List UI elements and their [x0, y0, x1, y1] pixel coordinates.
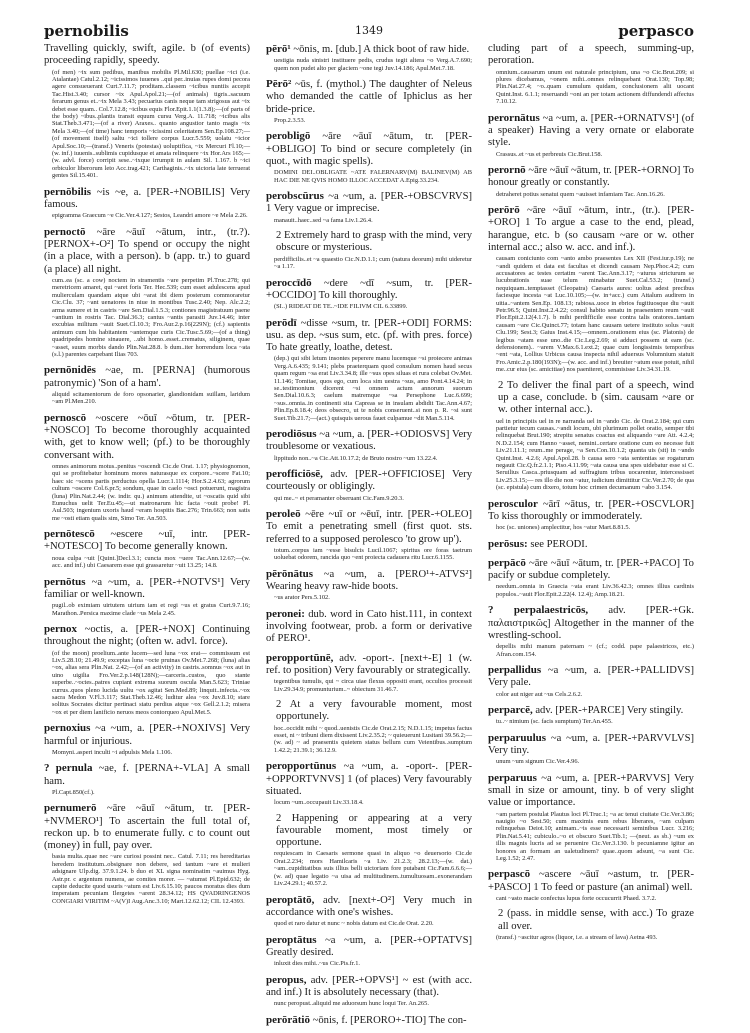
entry-grammar: adv. [PER-+Gk. παλαιστρικῶς] [488, 605, 694, 629]
entry-citations: quod et raro datur et nunc ~ nobis datum est Cic.de Orat. 2.20. [274, 920, 434, 928]
entry-citations: nunc peropust..aliquid me aduorsum hunc loqui Ter. An.265. [274, 1000, 429, 1008]
entry-grammar: ~ae, m. [PERNA] [105, 365, 195, 377]
dictionary-entry [266, 277, 472, 311]
entry-grammar: ~āre ~āuī ~ātum, tr. [PER-+PACO] [528, 557, 681, 569]
entry-definition-line [488, 538, 694, 551]
entry-definition-line [266, 317, 472, 355]
entry-citations: hoc..occidit mihi ~ quod..uenistis Cic.de Orat.2.15; N.D.1.15; impetus factus esset, ni ~ tribuni diem dixissent Liv.2.35.2; ~ quieuerunt Lusitani 39.56.2;—(w. ad) ~ ad praesentis quietem status bellum cum Veientibus..sumptum 1.42.2; 21.39.1; 36.12.9. [274, 724, 472, 754]
entry-grammar: ~is ~e, a. [PER-+NOBILIS] [96, 186, 225, 198]
entry-definition: Very harmful or injurious. [44, 723, 250, 747]
entry-definition: Very small in size or amount, tiny. b of very slight value or importance. [488, 772, 694, 809]
entry-definition-line [266, 277, 472, 303]
entry-citations: uestigia nuda sinistri instituere pedis, crudus tegit altera ~o Verg.A.7.690; quem non pudet alto per glaciem ~one tegi Juv.14.186; Apul.Met.7.18. [274, 57, 472, 72]
entry-definition: (humorous patronymic) 'Son of a ham'. [44, 365, 250, 389]
entry-citations: qui me..~ et peramanter obseruant Cic.Fam.9.20.3. [274, 494, 404, 502]
entry-citations: pugil..ob eximiam uirtutem uirium iam et regi ~us et gratus Curt.9.7.16; Marathon..Persica maxime clade ~us Mela 2.45. [52, 602, 250, 617]
entry-grammar: ~a ~um, a. [PER-+PARVVS] [541, 772, 670, 784]
entry-grammar: ~a ~um, a. [PERO¹+-ATVS²] [323, 568, 472, 580]
entry-grammar: ~a ~um, a. [PER-+OPTATVS] [325, 934, 472, 946]
dictionary-entry [44, 364, 250, 405]
entry-definition-line [488, 498, 694, 524]
entry-definition-line [266, 1014, 472, 1027]
entry-citations: hoc (sc. uniones) amplectitur, hos ~atur Mart.8.81.5. [496, 524, 631, 532]
entry-definition-line [44, 528, 250, 554]
dictionary-entry [266, 813, 472, 888]
dictionary-entry [44, 43, 250, 180]
dictionary-entry [266, 78, 472, 124]
entry-grammar: ~ōnis, m. [dub.] [293, 44, 362, 55]
entry-citations: locum ~um..occupauit Liv.33.18.4. [274, 799, 364, 807]
entry-grammar: ~āre ~āuī ~ātum, tr. [PER-+NVMERO¹] [44, 803, 250, 827]
dictionary-entry [44, 412, 250, 522]
entry-definition: Continuing throughout the night; (often w. advl. force). [44, 624, 250, 648]
entry-definition-line [488, 704, 694, 717]
entry-definition: Very familiar or well-known. [44, 576, 251, 600]
dictionary-entry [488, 204, 694, 374]
entry-definition: 2 (pass. in middle sense, with acc.) To graze all over. [498, 908, 694, 932]
entry-citations: totum..corpus iam ~esse bisulcis Lucil.1067; spiritus ore foras taetrum uoluebat odorem, rancida quo ~ent proiecta cadauera ritu Lucr.6.1155. [274, 546, 472, 562]
entry-grammar: ~ascere ~āuī ~astum, tr. [PER-+PASCO] [488, 869, 694, 893]
dictionary-entry [266, 428, 472, 462]
entry-definition-line [266, 43, 472, 56]
entry-definition-line [266, 508, 472, 546]
entry-citations: ~us arator Pers.5.102. [274, 594, 330, 602]
entry-headword: peroccīdō [266, 276, 312, 289]
entry-grammar: ~ae, f. [PERNA+-VLA] [98, 763, 209, 775]
dictionary-entry [44, 802, 250, 905]
dictionary-entry [266, 468, 472, 502]
entry-definition-line [488, 43, 694, 68]
entry-grammar: ~a ~um, a. -oport-. [PER-+OPPORTVNVS] [266, 761, 472, 785]
page-number: 1349 [355, 24, 383, 37]
entry-definition: dub. word in Cato hist.111, in context involving footwear, prob. a form or derivative of PERO¹. [266, 608, 472, 645]
entry-grammar: ~ārī ~ātus, tr. [PER-+OSCVLOR] [542, 498, 695, 510]
column-2 [266, 43, 472, 1033]
entry-headword: pernox [44, 623, 77, 635]
entry-definition: 1 (of places) Very favourably situated. [266, 773, 472, 797]
entry-definition: To kiss thoroughly or immoderately. [488, 510, 643, 522]
entry-definition: cluding part of a speech, summing-up, peroration. [488, 43, 694, 67]
entry-definition-line [266, 934, 472, 960]
entry-citations: perdifficilis..et ~a quaestio Cic.N.D.1.1; cum (natura deorum) mihi uideretur ~a 1.17. [274, 255, 472, 271]
entry-definition: FORMS: usu. as dep. ~sus sum, etc. (pf. with pres. force) To hate greatly, loathe, detest. [266, 317, 472, 354]
entry-citations: aliquid scitamentorum de foro opsonarier, glandionidam suillam, laridum ~am Pl.Men.210. [52, 390, 250, 406]
dictionary-entry [488, 112, 694, 158]
entry-citations: Pl.Capt.850(cf.). [52, 788, 95, 796]
entry-definition: 2 Happening or appearing at a very favourable moment, most timely or opportune. [276, 812, 472, 849]
dictionary-entry [266, 508, 472, 562]
entry-headword: peropportūnē, [266, 651, 334, 664]
entry-headword: perobscūrus [266, 190, 324, 203]
entry-definition: (of a speaker) Having a very ornate or elaborate style. [488, 112, 695, 149]
entry-headword: perpallidus [488, 663, 542, 676]
entry-definition-line [44, 43, 250, 68]
entry-citations: requiescam in Caesaris sermone quasi in aliquo ~o deuersorio Cic.de Orat.2.234; mors Hamilcaris ~a Liv. 21.2.3; 28.2.13;—(w. dat.) ~am..cupiditatibus suis illius belli uictoriam fore putabant Cic.Fam.6.6.6;—(w. ad) quae legatio ~a uisa ad multitudinem..tumultuosam..exonerandam Liv.24.29.1; 40.57.2. [274, 850, 472, 888]
entry-definition-line [488, 604, 694, 642]
entry-definition: 1 To feed or pasture (an animal) well. [533, 881, 693, 893]
entry-citations: (SI..) RIDEAT DE TE..~IDE FILIVM CIL 6.33899. [274, 303, 408, 311]
entry-grammar: ~a ~um, a. [PER-+PALLIDVS] [547, 664, 694, 676]
dictionary-entry [266, 43, 472, 72]
dictionary-entry [488, 908, 694, 941]
entry-grammar: adv. [PER-+PARCE] [535, 704, 625, 716]
dictionary-entry [266, 1014, 472, 1027]
entry-grammar: ~dere ~dī ~sum, tr. [PER-+OCCIDO] [266, 277, 472, 301]
entry-definition: 2 To deliver the final part of a speech, wind up a case, conclude. b (sim. causam ~are or w. other internal acc.). [498, 379, 694, 416]
entry-citations: depellis mihi manum paternam ~ (cf.; codd. pape palaestricos, etc.) Afran.com.154. [496, 643, 694, 658]
dictionary-entry [266, 699, 472, 754]
dictionary-entry [488, 164, 694, 198]
entry-definition: (mythol.) The daughter of Neleus who demanded the cattle of Iphiclus as her bride-price. [266, 79, 473, 115]
dictionary-entry [266, 317, 472, 423]
entry-definition-line [44, 802, 250, 852]
entry-citations: omnes animorum motus..penitus ~oscendi Cic.de Orat. 1.17; physiognomon, qui se profitebatur hominum mores naturasque ex corpore..~scere Fat.10; haec sic ~scens partis perductus opella Lucr.1.1114; Hor.S.2.4.63; agrorum cultum ~oscere Col.6.pr.5; sondum, quae in caelo ~osci potuerunt, magistra (luna) Plin.Nat.2.44; (w. indir. qu.) animum attendite, ut ~oscatis quid sibi Eunuchus uelit Ter.Eu.45;—ut matronarum hic facta ~ouit probe! Pl. Aul.503; ingenium uxoris haud ~eram hospitis Bac.276; Trin.663; non satis me ~osti etiam qualis sim, Simo Ter. An.503. [52, 462, 250, 522]
entry-definition-line [498, 908, 694, 933]
entry-citations: cum..ea (sc. a cow) noctem in stramentis ~are perpetim Pl.Truc.278; qui meretricem amaret, qui ~aret foris Ter. Hec.539; cum esset adulescens apud mulierculam quandam atque ubi ~arat ibi diem posterum commoraretur Cic.Clu. 37; ~ant uenatores in niue in montibus Tusc.2.40; Nep. Alc.2.2; arma sumere et in castris ~are Sen.Dial.1.5.3; contiones magistratuum paene ~antium in rostris Tac. Dial.36.3; cantus ~antis parasiti Juv.14.46; inter excubias militum ~auit Suet.Cl.10.3; Fro.Aur.2.p.16(229N); (cf.) sapientis animum cum his habitantem ~antemque curis Cic.Tusc.5.69;—(of a thing) quadripedes homine sinauere, ..ubi homo..esset..crematus, siliginem, quae ~asset, suum morbis dando Plin.Nat.28.8. b dum..iter horrendum loca ~ata (s.l.) parentes carpebant Ilias 703. [52, 276, 250, 358]
entry-grammar: ~a ~um, a. [PER-+NOXIVS] [95, 723, 226, 735]
entry-citations: Prop.2.3.53. [274, 117, 306, 124]
entry-definition-line [266, 760, 472, 798]
entry-definition-line [266, 78, 472, 116]
dictionary-entry [266, 190, 472, 224]
entry-headword: perosculor [488, 497, 538, 510]
entry-grammar: ~ēre ~uī or ~ēuī, intr. [PER-+OLEO] [305, 509, 473, 521]
entry-definition-line [488, 772, 694, 810]
entry-citations: epigramma Graecum ~e Cic.Ver.4.127; Sestos, Leandri amore ~e Mela 2.26. [52, 212, 248, 220]
entry-headword: ? pernula [44, 762, 93, 775]
entry-grammar: ~ōnis, f. [PERORO+-TIO] [312, 1014, 427, 1026]
entry-definition-line [276, 230, 472, 255]
entry-definition-line [488, 204, 694, 254]
dictionary-entry [266, 130, 472, 184]
dictionary-entry [266, 230, 472, 270]
entry-headword: perōrō [488, 203, 520, 216]
entry-definition: To honour greatly or constantly. [488, 164, 694, 189]
entry-citations: tegentibus tumulis, qui ~ circa uiae flexus oppositi erant, occultos processit Liv.29.34.9; promunturium..~ obiectum 31.46.7. [274, 678, 472, 693]
entry-definition-line [498, 380, 694, 417]
entry-definition: Very pale. [488, 677, 531, 689]
entry-definition: 2 Extremely hard to grasp with the mind, very obscure or mysterious. [276, 230, 472, 254]
entry-definition-line [488, 557, 694, 583]
entry-grammar: ~a ~um, a. [PER-+OBSCVRVS] [328, 191, 472, 203]
entry-grammar: ~ūs, f. [294, 79, 323, 91]
entry-headword: perparuulus [488, 731, 547, 744]
dictionary-entry [44, 186, 250, 220]
entry-citations: color aut niger aut ~us Cels.2.6.2. [496, 690, 583, 698]
entry-headword: pernumerō [44, 802, 97, 815]
entry-definition-line [488, 164, 694, 190]
entry-headword: perōrātiō [266, 1013, 310, 1026]
column-1 [44, 43, 250, 1033]
entry-headword: peronei: [266, 607, 305, 620]
entry-headword: pērō¹ [266, 43, 291, 55]
entry-citations: basia multa..quae nec ~are curiosi possint nec.. Catul. 7.11; res hereditarias heredem institutum..obsignare non debere, sed tantum ~are et mulieri adsignare Ulp.dig. 37.9.1.24. b duo et XL signa nominatim ~auimus Hyg. Astr.pr. c argentum numera, ae comites morer. — ~atumst Pl.Epid.632; de capite deducite quod usuris ~atum est Liv.6.15.10; paucos moratus dies dum imperatam pecuniam Ilergetes ~arent 28.34.12; HS QVADRINGENOS CONGIARI VIRITIM ~A(V)I Aug.Anc.3.10; Mart.12.62.12; CIL 12.4393. [52, 853, 250, 905]
dictionary-entry [266, 652, 472, 693]
entry-definition: Wearing heavy raw-hide boots. [266, 581, 399, 593]
entry-definition: To emit a penetrating smell (first quot. sts. referred to a supposed perolesco 'to grow up'). [266, 521, 472, 545]
page-header [44, 22, 694, 42]
entry-definition-line [488, 112, 694, 150]
entry-grammar: ~a ~um, a. [PER-+ODIOSVS] [319, 429, 450, 441]
entry-definition: A small ham. [44, 763, 250, 787]
entry-citations: uel in principiis uel in re narranda uel in ~ando Cic. de Orat.2.184; qui cum partietur tecum causas..~andi locum, ubi plurimum pollet oratio, semper tibi relinquebat Brut.190; strepitu senatus coactus est aliquando ~are Att. 4.2.4; N.D.2.154; cum Hanno ~asset, nemini..certare oratione cum eo necesse fuit Liv.21.11.1; reum..me perage, ~a Sen.Con.10.1.2; quanta uis (sit) in ~ando Quint.Inst. 4.2.6; Apul.Apol.28. b causa sero ~ata sententias se rogaturum negauit Cic.Q.fr.2.1.1; Piso.4.11.99; ~ata causa una spes uidebatur esse si C. Seruilius Casca..priusquam ad suffragium tribus uocarentur, intercessisset Liv.25.3.15;— res illo die non ~atur, iudicium dimittitur Cic.Ver.2.70; de qua (sc. epistula) cum dixero, totum hoc crimen decumanum ~abo 3.154. [496, 417, 694, 492]
entry-definition-line [266, 974, 472, 1000]
columns [44, 43, 694, 1033]
entry-definition-line [266, 568, 472, 594]
entry-headword: perobligō [266, 130, 311, 143]
entry-citations: tu..~ nimium (sc. facis sumptum) Ter.An.455. [496, 718, 613, 726]
entry-grammar: ~escere ~uī, intr. [PER-+NOTESCO] [44, 529, 251, 553]
dictionary-entry [266, 974, 472, 1008]
entry-definition: Very much in accordance with one's wishes. [266, 894, 472, 918]
entry-grammar: ~āre ~āuī ~ātum, intr., (tr.?). [PERNOX+-O²] [44, 226, 251, 250]
entry-citations: Momyni..asperi inculti ~i adpulsis Mela 1.106. [52, 748, 173, 756]
dictionary-entry [44, 528, 250, 569]
dictionary-entry [488, 732, 694, 766]
entry-headword: ? perpalaestricōs, [488, 604, 589, 617]
entry-citations: (dep.) qui sibi letum insontes peperere manu lucemque ~si proiecere animas Verg.A.6.435; 9.141; plebs praeterquam quod consulum nomen haud secus quam regum ~sa erat Liv.3.34.8; ille ~sus opes siluas et rura colebat Ov.Met. 11.146; Tomitae, quos ego, cum loca sim uestra ~sus, amo Pont.4.14.24; in se..testimonium dicerent ~si omnem actum annorum suorum Sen.Dial.10.6.3; caelum matremque ~sa Persephone Luc.6.699; ~sus..omnia..in continenti sita Capreas se in insulam abdidit Tac.Ann.4.67; Plin.Ep.8.18.4; deos obsecro, ut te nobis conseruent..si non p. R. ~si sunt Suet.Tib.21.7;—(act.) quisquis uerous fauet culpamue ~dit Man.5.114. [274, 355, 472, 422]
entry-headword: perōdī [266, 316, 297, 329]
entry-headword: pernoctō [44, 225, 86, 238]
entry-definition: To ascertain the full total of, reckon up. b to enumerate fully. c to count out (money) in full, pay over. [44, 815, 250, 852]
entry-grammar: ~oscere ~ōuī ~ōtum, tr. [PER-+NOSCO] [44, 412, 250, 437]
entry-grammar: ~disse ~sum, tr. [PER-+ODI] [300, 317, 430, 329]
entry-definition: The con- [428, 1014, 467, 1026]
entry-headword: pernōbilis [44, 185, 92, 198]
entry-citations: manauit..haec..sed ~a fama Liv.1.26.4. [274, 216, 373, 224]
entry-headword: pernōnidēs [44, 364, 96, 377]
entry-headword: peropportūnus [266, 760, 337, 773]
entry-definition: Altogether in the manner of the wrestling-school. [488, 617, 694, 641]
entry-definition: To kill thoroughly. [318, 289, 398, 301]
entry-headword: Pērō² [266, 78, 292, 91]
dictionary-entry [488, 604, 694, 658]
entry-definition-line [44, 226, 250, 276]
dictionary-entry [266, 760, 472, 806]
entry-headword: peroptātus [266, 933, 317, 946]
column-3 [488, 43, 694, 1033]
entry-citations: (transf.) ~ascitur agros (liquor, i.e. a stream of lava) Aetna 493. [496, 934, 658, 941]
entry-headword: perparuus [488, 771, 537, 784]
entry-definition-line [44, 364, 250, 390]
entry-definition-line [266, 468, 472, 494]
entry-citations: (of the moon) proelium..ante lucem—sed luna ~ox erat— commissum est Liv.5.28.10; 21.49.9; exceptas luna ~octe pruinas Ov.Met.7.268; (luna) alias ~ox, alias sera Plin.Nat. 2.42;—(of an activity) in castris..somnus ~ox aut in uino uigilia Fro.Ver.2.p.148(128N);—carceris..custos, quo stante superbe..~octes..patres cupiant extrema suorum oscula Man.5.623; Triniae currus..quos pleno lucida uultu ~ox agitat Sen.Med.89; linquit..infecta..~ox sacra Medon V.Fl.3.117; Stat.Theb.12.46; luditur alea ~ox Juv.8.10; stare solitus Socrates dicitur pertinaci statu perdius atque ~ox Gell.2.1.2; misera ~ox et per diem lanificio neruos meos contorqueo Apul.Met.5. [52, 649, 250, 716]
dictionary-entry [488, 538, 694, 551]
entry-definition-line [44, 576, 250, 602]
entry-definition: see PERODI. [530, 538, 588, 550]
entry-grammar: ~a ~um, a. [PER-+ORNATVS¹] [542, 112, 679, 124]
entry-definition: To bind or secure completely (in quot., with magic spells). [266, 143, 472, 167]
entry-definition-line [488, 664, 694, 690]
entry-grammar: adv. [next+-O²] [323, 894, 395, 906]
entry-definition: 1 Very vague or imprecise. [266, 203, 380, 215]
entry-definition: To become generally known. [104, 541, 228, 553]
dictionary-entry [44, 226, 250, 359]
entry-definition-line [488, 868, 694, 894]
entry-definition-line [488, 732, 694, 758]
entry-definition-line [44, 412, 250, 462]
dictionary-entry [488, 772, 694, 863]
entry-headword: perofficiōsē, [266, 468, 323, 481]
entry-definition: To pacify or subdue completely. [488, 557, 694, 582]
entry-headword: pernoscō [44, 411, 87, 424]
entry-definition: 1 (w. ref. to position) Very favourably or strategically. [266, 652, 472, 676]
entry-grammar: adv. [PER-+OFFICIOSE] [330, 469, 445, 481]
entry-definition-line [266, 190, 472, 216]
right-running-headword: perpasco [618, 22, 694, 40]
entry-headword: pernoxius [44, 722, 91, 735]
entry-definition-line [266, 652, 472, 678]
entry-definition: Very famous. [44, 186, 251, 210]
entry-citations: unum ~um signum Cic.Ver.4.96. [496, 758, 580, 766]
entry-definition: To spend or occupy the night (in a place, with a person). b (app. tr.) to guard (a place) all night. [44, 238, 250, 275]
dictionary-entry [488, 498, 694, 532]
entry-citations: needum..omnia in Graecia ~ata erant Liv.36.42.3; omnes illius cardinis populos..~auit Flor.Epit.2.22(4. 12.4); Amp.18.21. [496, 583, 694, 598]
dictionary-entry [44, 722, 250, 756]
dictionary-entry [266, 608, 472, 646]
dictionary-entry [266, 894, 472, 928]
entry-headword: perpācō [488, 556, 526, 569]
entry-citations: detraheret potius senatui quem ~auisset infamiam Tac. Ann.16.26. [496, 190, 665, 198]
dictionary-entry [488, 380, 694, 492]
entry-grammar: ~octis, a. [PER-+NOX] [84, 624, 195, 635]
entry-definition: Very courteously or obligingly. [266, 469, 472, 493]
dictionary-entry [44, 623, 250, 716]
dictionary-entry [488, 43, 694, 106]
entry-headword: pernōtescō [44, 528, 95, 541]
dictionary-entry [266, 568, 472, 602]
entry-definition-line [266, 608, 472, 646]
dictionary-entry [488, 664, 694, 698]
entry-definition: Travelling quickly, swift, agile. b (of events) proceeding rapidly, speedy. [44, 43, 250, 67]
entry-citations: noua culpa ~uit [Quint.]Decl.3.1; cuncta mox ~uere Tac.Ann.12.67;—(w. acc. and inf.) ubi Caesarem esse qui grassaretur ~uit 13.25; 14.8. [52, 554, 250, 570]
entry-definition: 2 At a very favourable moment, most opportunely. [276, 699, 472, 723]
entry-citations: Crassus..et ~us et perbreuis Cic.Brut.158. [496, 150, 603, 158]
entry-definition: To become thoroughly acquainted with, get to know well; (pf.) to be thoroughly conversant with. [44, 425, 250, 461]
entry-definition-line [44, 623, 250, 649]
entry-definition-line [276, 699, 472, 724]
entry-headword: pērōnātus [266, 567, 314, 580]
entry-headword: peropus, [266, 973, 307, 986]
entry-definition: Very troublesome or vexatious. [266, 429, 473, 453]
entry-definition: Greatly desired. [266, 946, 334, 958]
entry-definition-line [276, 813, 472, 850]
entry-citations: DOMINI DEI..OBLIGATE ~ATE FALERNARV(M) BALINEV(M) AB HAC DIE NE QVIS HOMO ILLOC ACCEDAT A.Epig.33.234. [274, 169, 472, 184]
dictionary-entry [488, 557, 694, 598]
entry-citations: inluxit dies mihi..~us Cic.Pis.fr.1. [274, 960, 361, 968]
entry-citations: causam coniciunto com ~anto ambo praesentes Lex XII (Fest.iur.p.19); ne ~andi quidem ei data est facultas et dicendi causam Nep.Phoc.4.2; cum accusatores ac testes certatim ~arent Tac.Ann.3.17; ~aturus stricturum se lucubrationis suae telum minabatur Suet.Cal.53.2; (transf.) nequiquam..temptasset (Cleopatra) Caesaris aures: uoltus adest precibus faciesque incesta ~at Luc.10.105;—(w. in+acc.) cum Attalum audirem in uitia..~antem Sen.Ep. 108.13; rabiosa..uoce in ebrios fugitiuosque diu ~auit Petr.96.5; Quint.Inst.2.4.22; consul habito senatu in praesentem reum ~auit Flor.Epit.2.12(4.1.7). b mihi perdifficile esse contra talis oratores..tantam causam ~are Cic.Quinct.77; totam hanc causam uetere instituto solus ~auit Clu.199; Sest.3; Gaius Inst.4.15;—omnem..orationem eius (sc. Platonis) de legibus ~atam esse uno..die Cic.Leg.2.69; si adduci possem ut eam (sc. defensionem).. ~arem V.Max.6.1.ext.2; quae cum longissimis temporibus ~ent ~ata, Lollius Urbicus causa inspecta nihil aduersus Volumnium statuit Fro.Amic.2.p.180(193N);—(w. acc. and inf.) breuiter ~atum esse potuit, nihil me..cur eius (sc. amicitiae) nos paeniteret, commisisse Liv.34.31.19. [496, 255, 694, 374]
entry-headword: perōsus: [488, 537, 528, 550]
dictionary-entry [488, 868, 694, 902]
entry-definition: ~ est (with acc. and inf.) It is absolutely necessary (that). [266, 974, 472, 998]
entry-definition: A thick boot of raw hide. [363, 44, 470, 55]
entry-definition-line [44, 186, 250, 212]
dictionary-entry [266, 934, 472, 968]
entry-definition-line [266, 894, 472, 920]
entry-headword: peroleō [266, 508, 301, 521]
entry-headword: pernōtus [44, 575, 86, 588]
entry-definition-line [44, 762, 250, 788]
entry-citations: (of men) ~ix sum pedibus, manibus mobilis Pl.Mil.630; puellae ~ici (i.e. Atalantae) Catul.2.12; ~icissimos iuuenes ..qui per..inuias rupes domi pecora agere consueuerant Curt.7.11.7; proditam..classem ~icibus nuntiis accepit Tac.Hist.3.40; cursor ~ix Apul.Apol.21;—(of animals) tigris..sacuum ferarum genus et..~ix Mela 3.43; pecuarius canis neque tam strigosus aut ~ix debet esse quam.. Col.7.12.8; ~icibus equis Flor.Epit.1.1(1.3.8);—(of parts of the body) ~ibus..plantis transit equum cursu Verg.A. 11.718; ~icibus alis Stat.Theb.3.471;—(of a river) Araxes.. quanto angustior tanto magis ~ix Mela 3.40;—(of time) hanc temporis ~icissimi celeritatem Sen.Ep.108.27;—(of movement itself) saltu ~ici tollere corpus Lucr.5.559; uolatu ~icior Apul.Soc.10;—(transf.) Veneris (potestas) uoluptifica, ~ix Mercuri Fl.10;—(w. inf.) iuuenis..sublimis cupidusque et amata relinquere ~ix Hor.Ars 165;—(w. advl. force) corripit sese..~ixque irrumpit in aulam Sil. 1.167. b ~ici orbiculor liberorum leto Acc.trag.421; Carthaginis..~ix uictoria late terruerat gentes Sil.15.401. [52, 68, 250, 180]
dictionary-entry [44, 762, 250, 796]
entry-definition: 1 To argue a case to the end, plead, harangue, etc. b (so causam ~are or w. other internal acc.; also w. acc. and inf.). [488, 217, 694, 253]
entry-citations: lippitudo non..~a Cic.Att.10.17.2; de Bruto nostro ~um 13.22.4. [274, 454, 438, 462]
entry-grammar: adv. [PER-+OPVS¹] [310, 974, 399, 986]
entry-headword: peroptātō, [266, 893, 315, 906]
entry-definition-line [266, 428, 472, 454]
entry-grammar: ~a ~um, a. [PER-+NOTVS¹] [91, 576, 225, 588]
entry-citations: cani ~asto macie confectus lupus forte occucurrit Phaed. 3.7.2. [496, 895, 657, 902]
entry-definition-line [44, 722, 250, 748]
entry-grammar: ~āre ~āuī ~ātum, intr., (tr.). [PER-+ORO] [488, 204, 694, 229]
left-running-headword: pernobilis [44, 22, 129, 40]
entry-headword: perornō [488, 163, 526, 176]
entry-headword: perodiōsus [266, 428, 317, 441]
dictionary-entry [44, 576, 250, 617]
dictionary-entry [488, 704, 694, 726]
entry-headword: perornātus [488, 111, 540, 124]
entry-headword: perparcē, [488, 703, 533, 716]
entry-definition: Very stingily. [626, 704, 684, 716]
entry-definition: Very tiny. [488, 744, 530, 756]
entry-grammar: ~āre ~āuī ~ātum, tr. [PER-+OBLIGO] [266, 131, 472, 155]
entry-citations: omnium..causarum unum est naturale principium, una ~o Cic.Brut.209; si plures dicebamus, ~onem mihi..omnes relinquebant Orat.130; Top.98; Plin.Nat.27.4; ~o..quam cumulum quidam, conclusionem alii uocant Quint.Inst. 6.1.1; reseruandi ~oni an per totam actionem diffundendi affectus 7.10.12. [496, 68, 694, 106]
entry-grammar: ~a ~um, a. [PER-+PARVVLVS] [550, 732, 694, 744]
entry-definition-line [266, 130, 472, 168]
entry-grammar: ~āre ~āuī ~ātum, tr. [PER-+ORNO] [528, 164, 681, 176]
entry-citations: ~am partem postulat Plautus loci Pl.Truc.1; ~a ac tenui ciuitate Cic.Ver.3.86; nauigio ~o Sest.50; cum maximis eum rebus liberares, ~am culpam relinquebas Deiot.10; animam..~is esse necessarii seminibus Lucr. 3.216; Plin.Nat.5.41; cubiculo..~o et obscuro Suet.Tib.1; —(neut. as sb.) ~um ex illis magnis lucris ad se peruenire Cic.Ver.3.130. b pecuniamne igitur an honores an formam an ualetudinem? quae..quom adsunt, ~a sunt Cic. Leg.1.52; 2.47. [496, 810, 694, 862]
entry-headword: perpascō [488, 868, 531, 881]
entry-grammar: adv. -oport-. [next+-E] [339, 652, 442, 664]
